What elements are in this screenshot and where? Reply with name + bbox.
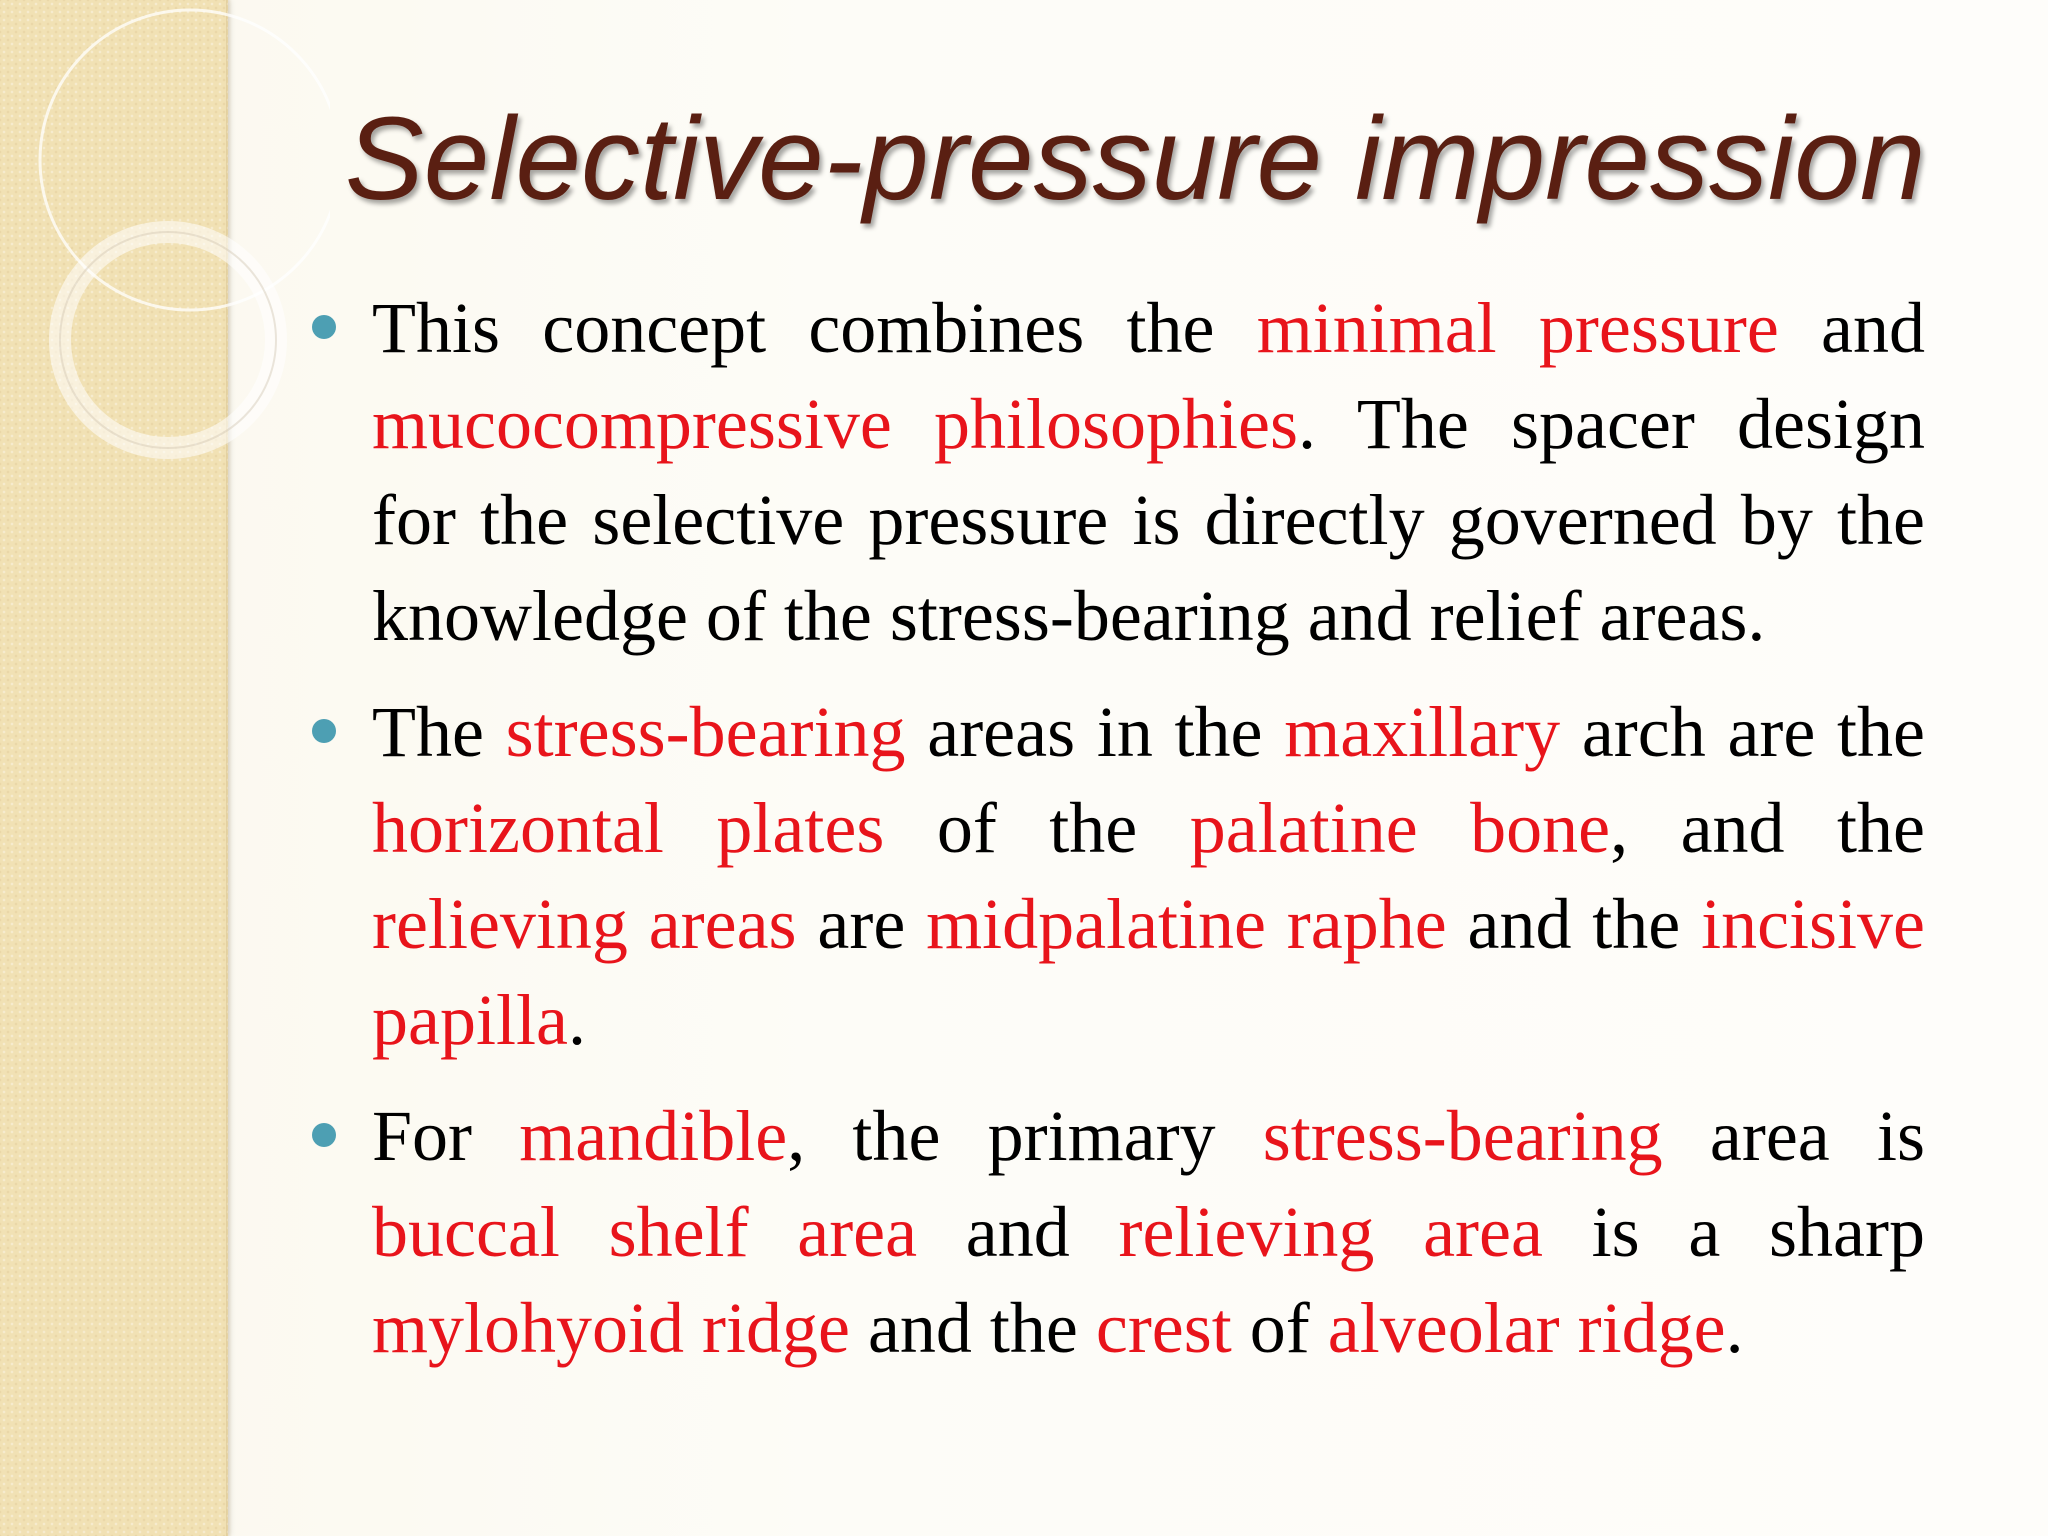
highlighted-term: maxillary <box>1284 692 1561 772</box>
bullet-dot-icon <box>312 1123 336 1147</box>
bullet-list <box>300 280 1925 1396</box>
highlighted-term: relieving areas <box>372 884 797 964</box>
bullet-item <box>300 280 1925 664</box>
highlighted-term: relieving area <box>1118 1192 1543 1272</box>
bullet-text: . <box>567 980 586 1060</box>
highlighted-term: alveolar ridge <box>1327 1288 1726 1368</box>
bullet-dot-icon <box>312 315 336 339</box>
bullet-text: and <box>1778 288 1925 368</box>
thick-ring <box>60 232 276 448</box>
bullet-text: arch are the <box>1560 692 1925 772</box>
bullet-item <box>300 1088 1925 1376</box>
highlighted-term: incisive papilla <box>372 884 1926 1060</box>
highlighted-term: horizontal plates <box>372 788 885 868</box>
highlighted-term: buccal shelf area <box>372 1192 918 1272</box>
bullet-text: . The spacer design for the selective pressure is directly governed by the knowledge of the stress-bearing and relief areas. <box>372 384 1925 656</box>
highlighted-term: stress-bearing <box>505 692 906 772</box>
slide-title: Selective-pressure impression <box>345 93 1926 225</box>
bullet-text: and the <box>1446 884 1702 964</box>
bullet-text: , and the <box>1610 788 1926 868</box>
bullet-text: area is <box>1662 1096 1925 1176</box>
highlighted-term: midpalatine raphe <box>926 884 1447 964</box>
highlighted-term: mucocompressive philosophies <box>372 384 1299 464</box>
bullet-text: areas in the <box>905 692 1285 772</box>
bullet-text: For <box>372 1096 520 1176</box>
bullet-text: and the <box>849 1288 1096 1368</box>
bullet-text: are <box>796 884 927 964</box>
bullet-text: of the <box>884 788 1190 868</box>
bullet-text: is a sharp <box>1542 1192 1925 1272</box>
highlighted-term: stress-bearing <box>1262 1096 1663 1176</box>
highlighted-term: mylohyoid ridge <box>372 1288 850 1368</box>
bullet-dot-icon <box>312 719 336 743</box>
highlighted-term: minimal pressure <box>1256 288 1779 368</box>
bullet-item <box>300 684 1925 1068</box>
bullet-text: , the primary <box>787 1096 1263 1176</box>
highlighted-term: palatine bone <box>1189 788 1611 868</box>
highlighted-term: crest <box>1095 1288 1232 1368</box>
bullet-text: and <box>917 1192 1119 1272</box>
bullet-text: This concept combines the <box>372 288 1257 368</box>
bullet-text: of <box>1231 1288 1328 1368</box>
bullet-text: The <box>372 692 506 772</box>
highlighted-term: mandible <box>519 1096 788 1176</box>
bullet-text: . <box>1725 1288 1744 1368</box>
decorative-rings <box>0 0 330 560</box>
